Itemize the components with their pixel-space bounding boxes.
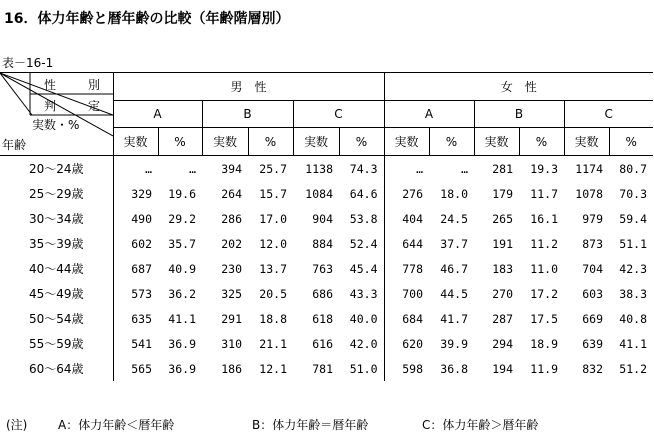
count-cell: 186 <box>221 361 242 376</box>
pct-cell: 36.9 <box>168 361 196 376</box>
pct-cell: 46.7 <box>440 261 468 276</box>
count-cell: 265 <box>492 211 513 226</box>
count-cell: 194 <box>492 361 513 376</box>
age-group-cell: 55～59歳 <box>0 331 113 356</box>
age-group-cell: 50～54歳 <box>0 306 113 331</box>
count-header: 実数 <box>564 128 609 156</box>
pct-cell: 21.1 <box>259 336 287 351</box>
count-cell: 1138 <box>293 156 339 182</box>
count-cell: 635 <box>113 306 158 331</box>
count-cell: 573 <box>113 281 158 306</box>
pct-cell: 37.7 <box>440 236 468 251</box>
count-cell: 541 <box>113 331 158 356</box>
count-cell: 287 <box>492 311 513 326</box>
note-c: C：体力年齢＞暦年齢 <box>422 418 539 432</box>
pct-cell: 19.3 <box>519 156 564 182</box>
pct-cell: 17.5 <box>530 311 558 326</box>
pct-cell: 13.7 <box>259 261 287 276</box>
count-cell: 781 <box>312 361 333 376</box>
count-cell: 602 <box>113 231 158 256</box>
count-cell: 832 <box>582 361 603 376</box>
pct-cell: 43.3 <box>349 286 378 301</box>
pct-cell: 51.2 <box>619 361 647 376</box>
pct-cell: 70.3 <box>619 186 647 201</box>
age-group-cell: 40～44歳 <box>0 256 113 281</box>
count-pct-label: 実数・% <box>32 118 80 132</box>
pct-header: % <box>609 128 653 156</box>
pct-cell: 18.0 <box>440 186 468 201</box>
pct-cell: 18.9 <box>530 336 558 351</box>
pct-cell: 80.7 <box>609 156 653 182</box>
grade-b-male: B <box>202 100 293 128</box>
count-cell: 644 <box>384 231 429 256</box>
grade-c-male: C <box>293 100 384 128</box>
judge-label-1: 判 <box>44 99 57 113</box>
age-group-cell: 35～39歳 <box>0 231 113 256</box>
pct-cell: 40.9 <box>168 261 196 276</box>
page-title: 16．体力年齢と暦年齢の比較（年齢階層別） <box>4 11 290 27</box>
pct-cell: 40.8 <box>619 311 647 326</box>
count-cell: 230 <box>221 261 242 276</box>
table-label: 表－16-1 <box>2 56 54 70</box>
count-cell: 183 <box>492 261 513 276</box>
count-header: 実数 <box>384 128 429 156</box>
female-header: 女 性 <box>384 73 653 101</box>
pct-cell: 18.8 <box>259 311 287 326</box>
pct-cell: 25.7 <box>248 156 293 182</box>
pct-cell: 15.7 <box>259 186 287 201</box>
table-row <box>0 156 653 182</box>
pct-header: % <box>248 128 293 156</box>
pct-cell: 16.1 <box>530 211 558 226</box>
sex-label-1: 性 <box>44 78 57 92</box>
sex-label-2: 別 <box>88 78 101 92</box>
count-cell: 778 <box>384 256 429 281</box>
table-row <box>0 206 653 231</box>
grade-a-male: A <box>113 100 202 128</box>
grade-a-female: A <box>384 100 474 128</box>
pct-header: % <box>158 128 202 156</box>
pct-cell: 74.3 <box>339 156 384 182</box>
pct-cell: 51.1 <box>619 236 647 251</box>
count-cell: 565 <box>113 356 158 381</box>
header-row-sex <box>0 73 653 101</box>
pct-cell: 24.5 <box>440 211 468 226</box>
pct-cell: 12.0 <box>259 236 287 251</box>
pct-cell: 41.1 <box>168 311 196 326</box>
pct-cell: 11.2 <box>530 236 558 251</box>
age-label: 年齢 <box>2 138 27 152</box>
count-header: 実数 <box>293 128 339 156</box>
pct-cell: 42.0 <box>349 336 378 351</box>
pct-cell: 17.0 <box>259 211 287 226</box>
count-cell: 264 <box>221 186 242 201</box>
table-row <box>0 256 653 281</box>
count-cell: 884 <box>312 236 333 251</box>
count-cell: 1084 <box>305 186 333 201</box>
pct-cell: … <box>158 156 202 182</box>
grade-c-female: C <box>564 100 653 128</box>
count-cell: 669 <box>582 311 603 326</box>
grade-b-female: B <box>474 100 564 128</box>
pct-header: % <box>519 128 564 156</box>
count-cell: 616 <box>312 336 333 351</box>
table-row <box>0 281 653 306</box>
pct-cell: 40.0 <box>349 311 378 326</box>
count-cell: 276 <box>384 181 429 206</box>
count-cell: 286 <box>221 211 242 226</box>
count-cell: … <box>384 156 429 182</box>
pct-cell: 41.1 <box>619 336 647 351</box>
pct-cell: 51.0 <box>349 361 378 376</box>
age-group-cell: 20～24歳 <box>0 156 113 182</box>
table-row <box>0 331 653 356</box>
pct-header: % <box>429 128 474 156</box>
pct-cell: 52.4 <box>349 236 378 251</box>
pct-cell: 42.3 <box>619 261 647 276</box>
pct-cell: 53.8 <box>349 211 378 226</box>
pct-cell: … <box>429 156 474 182</box>
age-group-cell: 60～64歳 <box>0 356 113 381</box>
judge-label-2: 定 <box>88 99 101 113</box>
pct-cell: 12.1 <box>259 361 287 376</box>
count-header: 実数 <box>202 128 248 156</box>
pct-cell: 20.5 <box>259 286 287 301</box>
table-row <box>0 231 653 256</box>
note-a: A：体力年齢＜暦年齢 <box>58 418 175 432</box>
count-cell: 329 <box>113 181 158 206</box>
table-row <box>0 306 653 331</box>
count-cell: 687 <box>113 256 158 281</box>
pct-header: % <box>339 128 384 156</box>
count-cell: 1078 <box>575 186 603 201</box>
pct-cell: 11.7 <box>530 186 558 201</box>
count-cell: 618 <box>312 311 333 326</box>
count-cell: 1174 <box>564 156 609 182</box>
table-row <box>0 356 653 381</box>
age-group-cell: 30～34歳 <box>0 206 113 231</box>
corner-header <box>0 73 113 156</box>
count-cell: 904 <box>312 211 333 226</box>
count-cell: 404 <box>384 206 429 231</box>
note-prefix: (注) <box>6 418 28 432</box>
pct-cell: 36.9 <box>168 336 196 351</box>
count-cell: 620 <box>384 331 429 356</box>
count-cell: 598 <box>384 356 429 381</box>
count-cell: 684 <box>384 306 429 331</box>
pct-cell: 17.2 <box>530 286 558 301</box>
table-note <box>6 416 538 433</box>
pct-cell: 19.6 <box>168 186 196 201</box>
male-header: 男 性 <box>113 73 384 101</box>
pct-cell: 39.9 <box>440 336 468 351</box>
pct-cell: 29.2 <box>168 211 196 226</box>
count-cell: 704 <box>582 261 603 276</box>
count-cell: 294 <box>492 336 513 351</box>
pct-cell: 36.2 <box>168 286 196 301</box>
count-cell: 394 <box>202 156 248 182</box>
count-cell: 325 <box>221 286 242 301</box>
count-cell: 873 <box>582 236 603 251</box>
count-cell: 270 <box>492 286 513 301</box>
count-cell: 763 <box>312 261 333 276</box>
count-cell: 202 <box>221 236 242 251</box>
comparison-table <box>0 72 653 381</box>
count-cell: 310 <box>221 336 242 351</box>
pct-cell: 64.6 <box>349 186 378 201</box>
count-cell: 603 <box>582 286 603 301</box>
pct-cell: 59.4 <box>619 211 647 226</box>
age-group-cell: 25～29歳 <box>0 181 113 206</box>
count-cell: 686 <box>312 286 333 301</box>
note-b: B：体力年齢＝暦年齢 <box>252 418 369 432</box>
pct-cell: 44.5 <box>440 286 468 301</box>
count-cell: 700 <box>384 281 429 306</box>
count-header: 実数 <box>113 128 158 156</box>
count-cell: 281 <box>474 156 519 182</box>
pct-cell: 41.7 <box>440 311 468 326</box>
pct-cell: 11.9 <box>530 361 558 376</box>
count-header: 実数 <box>474 128 519 156</box>
count-cell: 639 <box>582 336 603 351</box>
count-cell: 291 <box>221 311 242 326</box>
pct-cell: 11.0 <box>530 261 558 276</box>
pct-cell: 35.7 <box>168 236 196 251</box>
pct-cell: 38.3 <box>619 286 647 301</box>
age-group-cell: 45～49歳 <box>0 281 113 306</box>
table-body <box>0 156 653 382</box>
count-cell: … <box>113 156 158 182</box>
count-cell: 490 <box>113 206 158 231</box>
pct-cell: 36.8 <box>440 361 468 376</box>
count-cell: 979 <box>582 211 603 226</box>
table-row <box>0 181 653 206</box>
count-cell: 191 <box>492 236 513 251</box>
pct-cell: 45.4 <box>349 261 378 276</box>
count-cell: 179 <box>492 186 513 201</box>
